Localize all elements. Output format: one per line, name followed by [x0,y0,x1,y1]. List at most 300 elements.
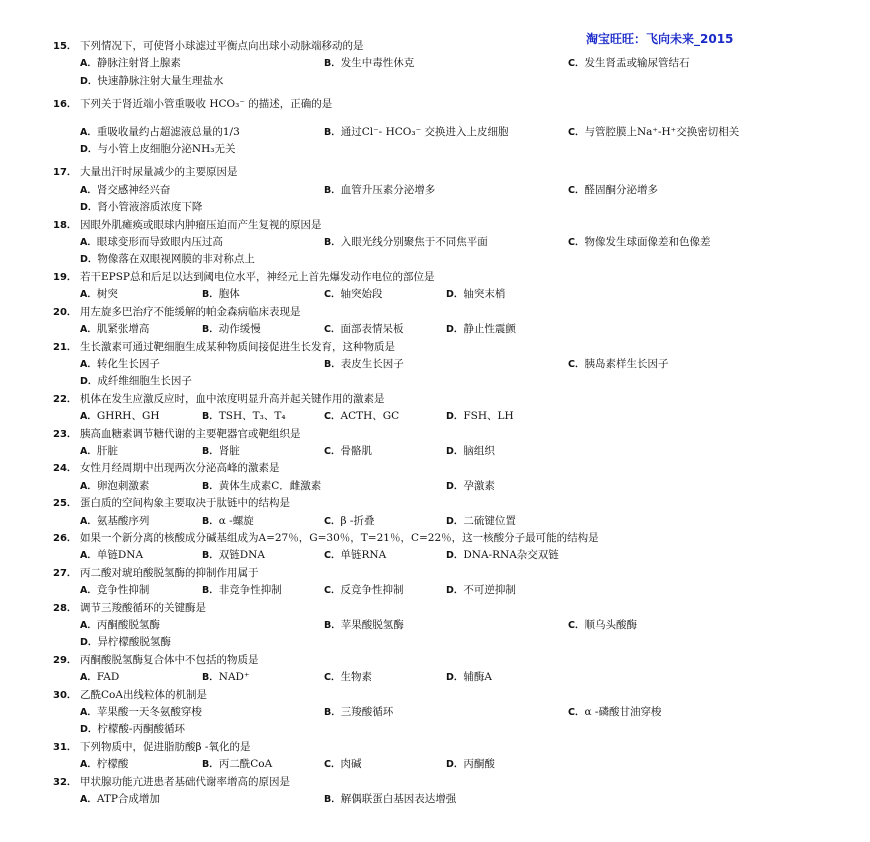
answer-option [568,182,812,199]
question-number: 26． [53,532,77,544]
answer-option [446,443,568,460]
option-text: β -折叠 [340,514,375,527]
question-block [53,530,833,565]
question-stem [53,391,833,408]
options-row [53,547,833,564]
option-letter: D． [446,759,464,771]
option-letter: C． [324,445,341,457]
option-text: 双链DNA [218,549,265,562]
option-letter: A． [80,759,97,771]
option-text: 丙二酰CoA [218,758,273,771]
option-letter: D． [446,585,464,597]
options-row [53,791,833,808]
answer-option [446,547,568,564]
answer-option [324,55,568,72]
answer-option [324,321,446,338]
option-letter: A． [80,707,97,719]
option-text: 顺乌头酸酶 [584,619,637,631]
question-stem [53,460,833,477]
option-letter: C． [324,550,341,562]
option-text: 肾交感神经兴奋 [96,183,171,196]
option-letter: D． [80,144,98,156]
answer-option [202,582,324,599]
answer-option [80,478,202,495]
answer-option [324,669,446,686]
option-letter: D． [446,445,464,457]
option-letter: A． [80,794,97,806]
answer-option [324,286,446,303]
option-text: 单链DNA [96,549,144,562]
option-text: 非竞争性抑制 [218,584,282,597]
option-text: 不可逆抑制 [463,584,516,597]
answer-option [324,513,446,530]
option-text: 轴突始段 [340,288,383,301]
answer-option [80,547,202,564]
option-text: 面部表情呆板 [340,323,404,336]
question-number: 29． [53,654,77,666]
options-row [53,617,833,652]
question-stem [53,217,833,234]
answer-option [80,199,324,216]
question-stem [53,164,833,181]
question-number: 23． [53,428,77,440]
option-letter: D． [80,75,98,87]
option-text: 卵泡刺激素 [96,479,150,492]
answer-option [446,756,568,773]
option-letter: C． [324,672,341,684]
option-text: 辅酶A [463,671,492,684]
question-block [53,217,833,269]
option-text: α -磷酸甘油穿梭 [584,706,662,719]
answer-option [324,408,446,425]
option-text: GHRH、GH [96,410,160,423]
option-letter: B． [202,480,219,492]
question-stem [53,652,833,669]
question-text: 甲状腺功能亢进患者基础代谢率增高的原因是 [80,775,290,788]
option-letter: D． [446,411,464,423]
option-text: 发生中毒性休克 [340,57,415,70]
option-text: 轴突末梢 [463,288,506,301]
question-text: 胰高血糖素调节糖代谢的主要靶器官或靶组织是 [80,427,301,440]
option-text: 动作缓慢 [218,323,261,336]
answer-option [80,756,202,773]
answer-option [324,443,446,460]
answer-option [80,182,324,199]
answer-option [202,443,324,460]
option-letter: B． [324,126,341,138]
question-block [53,774,833,809]
question-text: 因眼外肌瘫痪或眼球内肿瘤压迫而产生复视的原因是 [80,218,322,231]
option-letter: D． [80,254,98,266]
answer-option [80,251,324,268]
option-text: 醛固酮分泌增多 [584,183,658,196]
answer-option [446,321,568,338]
option-text: 与小管上皮细胞分泌NH₃无关 [97,143,236,156]
answer-option [80,669,202,686]
answer-option [446,478,568,495]
question-stem [53,739,833,756]
answer-option [202,321,324,338]
option-text: 静止性震颤 [463,323,516,336]
answer-option [80,617,324,634]
answer-option [324,182,568,199]
question-text: 蛋白质的空间构象主要取决于肽链中的结构是 [80,497,290,510]
question-number: 31． [53,741,77,753]
options-row [53,286,833,303]
option-letter: D． [446,289,464,301]
option-letter: D． [80,202,98,214]
question-block [53,687,833,739]
option-letter: C． [568,58,585,70]
option-text: 入眼光线分别聚焦于不同焦平面 [340,236,488,249]
spacer [53,114,833,124]
option-letter: D． [446,515,464,527]
answer-option [80,513,202,530]
answer-option [80,55,324,72]
option-text: 通过Cl⁻- HCO₃⁻ 交换进入上皮细胞 [340,125,509,138]
option-text: 肉碱 [340,758,362,771]
question-text: 生长激素可通过靶细胞生成某种物质间接促进生长发育，这种物质是 [80,340,395,353]
option-text: 骨骼肌 [340,444,372,457]
option-letter: D． [446,672,464,684]
answer-option [80,321,202,338]
answer-option [80,356,324,373]
question-stem [53,600,833,617]
answer-option [324,617,568,634]
option-text: 表皮生长因子 [340,357,404,370]
question-stem [53,96,833,113]
option-text: 物像落在双眼视网膜的非对称点上 [97,253,255,266]
options-row [53,443,833,460]
option-text: 胰岛素样生长因子 [584,357,669,370]
option-text: ATP合成增加 [96,793,160,806]
option-text: α -螺旋 [218,514,254,527]
answer-option [324,547,446,564]
answer-option [80,634,324,651]
option-letter: C． [324,411,341,423]
option-text: 三羧酸循环 [340,706,394,719]
option-letter: C． [324,515,341,527]
question-block [53,565,833,600]
option-letter: C． [324,585,341,597]
options-row [53,478,833,495]
option-text: 苹果酸脱氢酶 [340,619,404,631]
question-stem [53,687,833,704]
option-letter: C． [568,126,585,138]
question-block [53,269,833,304]
option-text: 生物素 [340,671,372,684]
option-text: 肾脏 [218,444,240,457]
option-letter: A． [80,480,97,492]
option-letter: D． [446,550,464,562]
options-row [53,182,833,217]
answer-option [568,234,812,251]
option-text: 肾小管液溶质浓度下降 [97,201,203,214]
option-letter: B． [202,445,219,457]
question-text: 乙酰CoA出线粒体的机制是 [80,688,207,701]
option-letter: A． [80,237,97,249]
options-row [53,513,833,530]
answer-option [80,141,324,158]
question-number: 21． [53,341,77,353]
option-letter: C． [324,324,341,336]
question-number: 19． [53,271,77,283]
question-number: 32． [53,776,77,788]
answer-option [202,286,324,303]
answer-option [324,356,568,373]
answer-option [202,478,446,495]
question-text: 用左旋多巴治疗不能缓解的帕金森病临床表现是 [80,305,301,318]
question-text: 下列情况下，可使肾小球滤过平衡点向出球小动脉端移动的是 [80,40,364,52]
options-row [53,408,833,425]
question-text: 女性月经周期中出现两次分泌高峰的激素是 [80,462,280,475]
question-block [53,391,833,426]
options-row [53,669,833,686]
option-letter: A． [80,58,97,70]
option-letter: B． [202,289,219,301]
answer-option [324,756,446,773]
question-text: 机体在发生应激反应时，血中浓度明显升高并起关键作用的激素是 [80,392,385,405]
answer-option [446,408,568,425]
option-letter: A． [80,585,97,597]
option-letter: C． [568,620,585,631]
options-row [53,756,833,773]
option-letter: B． [202,759,219,771]
answer-option [202,669,324,686]
option-letter: C． [568,184,585,196]
answer-option [80,234,324,251]
question-text: 大量出汗时尿量减少的主要原因是 [80,166,238,179]
question-number: 30． [53,689,77,701]
option-text: 脑组织 [463,444,495,457]
answer-option [568,356,812,373]
option-text: FAD [96,671,120,684]
option-text: 单链RNA [340,549,387,562]
option-letter: A． [80,358,97,370]
answer-option [80,721,324,738]
question-number: 27． [53,567,77,579]
option-letter: B． [324,794,341,806]
option-text: FSH、LH [463,410,514,423]
option-letter: C． [568,237,585,249]
question-block [53,339,833,391]
option-letter: C． [568,707,585,719]
answer-option [568,617,812,634]
option-letter: A． [80,411,97,423]
question-text: 丙酮酸脱氢酶复合体中不包括的物质是 [80,653,259,666]
option-text: 胞体 [218,288,240,301]
option-letter: A． [80,126,97,138]
option-text: 眼球变形而导致眼内压过高 [96,236,223,249]
option-letter: B． [202,515,219,527]
option-letter: B． [324,237,341,249]
question-number: 18． [53,219,77,231]
option-letter: A． [80,289,97,301]
option-letter: A． [80,445,97,457]
option-text: 反竞争性抑制 [340,584,404,597]
answer-option [80,124,324,141]
question-block [53,426,833,461]
answer-option [324,791,568,808]
question-text: 调节三羧酸循环的关键酶是 [80,601,206,614]
option-letter: B． [324,358,341,370]
options-row [53,356,833,391]
answer-option [80,582,202,599]
option-letter: B． [324,58,341,70]
question-stem [53,426,833,443]
answer-option [80,373,324,390]
question-number: 25． [53,498,77,510]
answer-option [202,513,324,530]
question-block [53,164,833,216]
option-text: 与管腔膜上Na⁺-H⁺交换密切相关 [584,125,740,138]
option-text: NAD⁺ [218,671,250,684]
question-text: 下列物质中，促进脂肪酸β -氧化的是 [80,740,251,753]
option-letter: D． [80,637,98,649]
question-number: 15． [53,41,77,52]
option-letter: A． [80,184,97,196]
question-stem [53,495,833,512]
option-letter: B． [202,585,219,597]
option-letter: B． [202,550,219,562]
option-text: TSH、T₃、T₄ [218,410,286,423]
question-stem [53,38,833,55]
options-row [53,704,833,739]
options-row [53,582,833,599]
answer-option [446,669,568,686]
answer-option [446,582,568,599]
question-stem [53,565,833,582]
answer-option [202,547,324,564]
question-block [53,600,833,652]
option-letter: B． [324,184,341,196]
option-text: 静脉注射肾上腺素 [96,57,181,70]
answer-option [568,124,812,141]
option-letter: D． [446,324,464,336]
option-text: 异柠檬酸脱氢酶 [97,636,171,649]
option-letter: B． [202,672,219,684]
option-letter: D． [80,724,98,736]
option-text: 转化生长因子 [96,357,160,370]
question-block [53,739,833,774]
option-letter: D． [80,376,98,388]
options-row [53,321,833,338]
question-block [53,38,833,90]
answer-option [446,513,568,530]
options-row [53,55,833,90]
question-number: 28． [53,602,77,614]
option-text: 重吸收量约占超滤液总量的1/3 [96,125,240,138]
question-stem [53,530,833,547]
option-text: 血管升压素分泌增多 [340,183,436,196]
question-text: 如果一个新分离的核酸成分碱基组成为A=27％，G=30％，T=21％，C=22％，这一核酸分子最可能的结构是 [80,531,599,544]
option-text: 解偶联蛋白基因表达增强 [340,793,457,806]
answer-option [324,124,568,141]
option-text: 氨基酸序列 [96,514,150,527]
question-number: 16． [53,99,77,111]
question-stem [53,269,833,286]
question-stem [53,774,833,791]
question-block [53,652,833,687]
option-text: 树突 [96,288,118,301]
question-number: 22． [53,393,77,405]
option-text: DNA-RNA杂交双链 [463,549,559,562]
option-text: 快速静脉注射大量生理盐水 [97,74,224,87]
option-letter: D． [446,480,464,492]
question-stem [53,304,833,321]
answer-option [324,582,446,599]
question-number: 17． [53,167,77,179]
option-text: 柠檬酸 [96,758,129,771]
answer-option [80,704,324,721]
option-text: 发生肾盂或输尿管结石 [584,57,690,70]
answer-option [80,408,202,425]
question-block [53,495,833,530]
option-text: 丙酮酸脱氢酶 [96,619,160,631]
option-text: 物像发生球面像差和色像差 [584,236,711,249]
answer-option [324,704,568,721]
question-text: 若干EPSP总和后足以达到阈电位水平，神经元上首先爆发动作电位的部位是 [80,270,435,283]
option-letter: A． [80,324,97,336]
answer-option [446,286,568,303]
answer-option [568,55,812,72]
answer-option [80,443,202,460]
question-text: 丙二酸对琥珀酸脱氢酶的抑制作用属于 [80,566,259,579]
question-text: 下列关于肾近端小管重吸收 HCO₃⁻ 的描述，正确的是 [80,98,333,111]
option-text: 黄体生成素C．雌激素 [218,479,322,492]
answer-option [80,73,324,90]
option-letter: B． [202,411,219,423]
question-number: 24． [53,463,77,475]
option-letter: C． [324,759,341,771]
option-text: 孕激素 [463,479,495,492]
option-letter: A． [80,672,97,684]
option-letter: B． [202,324,219,336]
option-text: 竞争性抑制 [96,584,150,597]
option-text: 丙酮酸 [463,758,495,771]
option-text: 柠檬酸-丙酮酸循环 [97,723,185,736]
option-text: 肝脏 [96,444,118,457]
answer-option [568,704,812,721]
option-letter: A． [80,515,97,527]
question-block [53,460,833,495]
answer-option [80,286,202,303]
option-letter: B． [324,620,341,631]
question-stem [53,339,833,356]
option-letter: C． [568,358,585,370]
answer-option [80,791,324,808]
option-letter: A． [80,620,97,631]
question-block [53,304,833,339]
answer-option [202,756,324,773]
option-letter: A． [80,550,97,562]
options-row [53,124,833,159]
option-letter: C． [324,289,341,301]
options-row [53,234,833,269]
option-text: 成纤维细胞生长因子 [97,375,192,388]
option-text: 苹果酸一天冬氨酸穿梭 [96,706,202,719]
watermark-text: 淘宝旺旺：飞向未来_2015 [586,32,734,46]
answer-option [324,234,568,251]
question-number: 20． [53,306,77,318]
option-text: 肌紧张增高 [96,323,150,336]
option-letter: B． [324,707,341,719]
option-text: ACTH、GC [340,410,400,423]
option-text: 二硫键位置 [463,514,516,527]
question-list [53,38,833,808]
question-block [53,96,833,158]
answer-option [202,408,324,425]
